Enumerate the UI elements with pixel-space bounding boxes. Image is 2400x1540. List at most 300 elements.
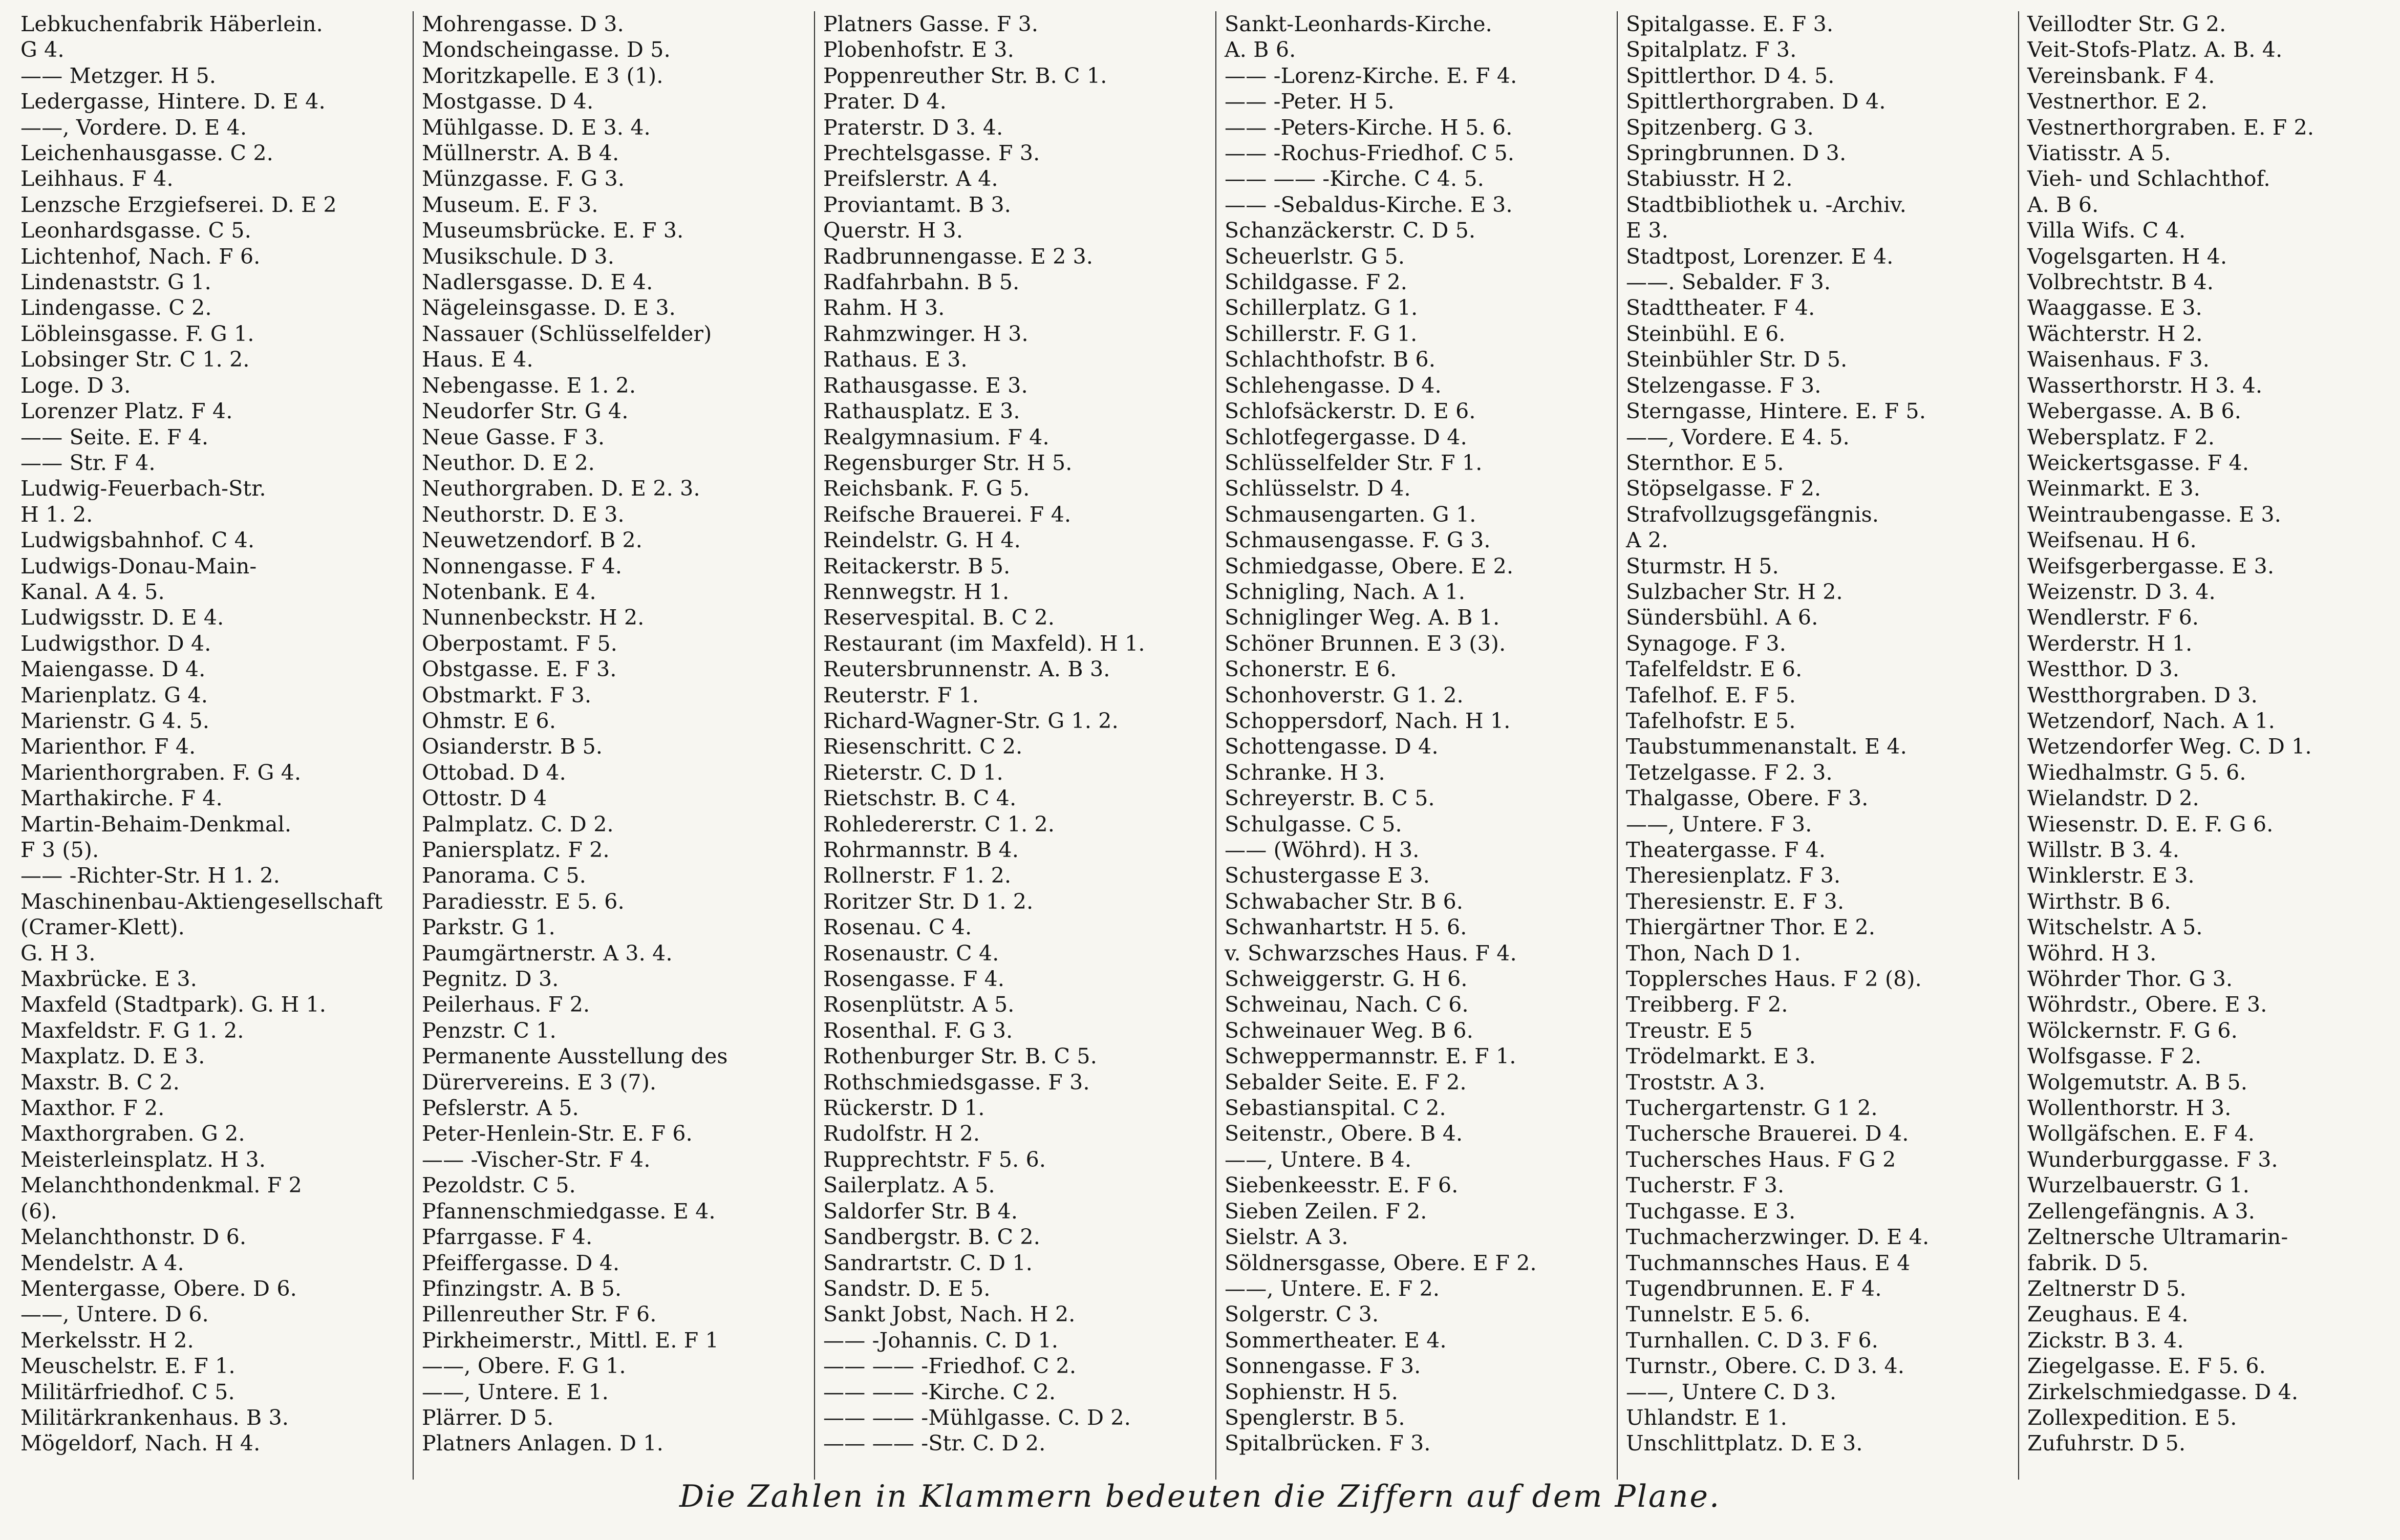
index-entry: Tafelhof. E. F 5. xyxy=(1626,682,1796,708)
index-entry: Taubstummenanstalt. E 4. xyxy=(1626,734,1907,759)
index-entry: Witschelstr. A 5. xyxy=(2027,915,2203,940)
index-entry: Sebastianspital. C 2. xyxy=(1225,1096,1446,1121)
index-entry: Tuchmannsches Haus. E 4 xyxy=(1626,1250,1911,1275)
index-entry: Wielandstr. D 2. xyxy=(2027,786,2199,811)
index-entry: Marienthorgraben. F. G 4. xyxy=(20,760,302,785)
footnote: Die Zahlen in Klammern bedeuten die Ziffern auf dem Plane. xyxy=(679,1479,1721,1514)
index-entry: —— —— -Mühlgasse. C. D 2. xyxy=(823,1405,1131,1430)
index-entry: Rosengasse. F 4. xyxy=(823,967,1005,992)
index-entry: Sandbergstr. B. C 2. xyxy=(823,1225,1040,1250)
index-entry: Schustergasse E 3. xyxy=(1225,863,1430,888)
index-entry: Westthor. D 3. xyxy=(2027,657,2180,682)
index-entry: Maschinenbau-Aktiengesellschaft (Cramer-Klett). xyxy=(20,889,383,940)
index-entry: Rosenthal. F. G 3. xyxy=(823,1018,1013,1043)
index-entry: ——, Untere. D 6. xyxy=(20,1302,209,1327)
index-entry: Zickstr. B 3. 4. xyxy=(2027,1328,2184,1353)
index-entry: Zeltnersche Ultramarin- xyxy=(2027,1225,2288,1250)
index-entry: Zollexpedition. E 5. xyxy=(2027,1405,2237,1430)
index-entry: Viatisstr. A 5. xyxy=(2027,141,2171,166)
index-entry: Schweppermannstr. E. F 1. xyxy=(1225,1044,1516,1069)
index-entry: Rupprechtstr. F 5. 6. xyxy=(823,1147,1046,1172)
index-entry: Scheuerlstr. G 5. xyxy=(1225,244,1405,269)
street-index-columns xyxy=(12,11,2388,1480)
index-entry: H 1. 2. xyxy=(20,502,93,527)
index-entry: Spitalplatz. F 3. xyxy=(1626,37,1797,62)
index-entry: Wolgemutstr. A. B 5. xyxy=(2027,1070,2248,1095)
index-entry: Wollenthorstr. H 3. xyxy=(2027,1096,2232,1121)
index-column-1 xyxy=(12,11,414,1480)
index-entry: Söldnersgasse, Obere. E F 2. xyxy=(1225,1250,1537,1275)
index-entry: Schlüsselstr. D 4. xyxy=(1225,476,1411,501)
index-entry: ——, Obere. F. G 1. xyxy=(422,1354,626,1379)
index-entry: Spitalgasse. E. F 3. xyxy=(1626,12,1834,36)
index-entry: Rückerstr. D 1. xyxy=(823,1096,985,1121)
index-entry: Maxfeldstr. F. G 1. 2. xyxy=(20,1018,244,1043)
index-entry: Museumsbrücke. E. F 3. xyxy=(422,218,684,243)
index-entry: Peter-Henlein-Str. E. F 6. xyxy=(422,1121,693,1146)
index-entry: Wöhrder Thor. G 3. xyxy=(2027,967,2233,992)
index-entry: Rathausgasse. E 3. xyxy=(823,373,1028,398)
index-entry: Willstr. B 3. 4. xyxy=(2027,838,2180,862)
index-entry: Lenzsche Erzgiefserei. D. E 2 xyxy=(20,192,337,217)
index-entry: Wöhrdstr., Obere. E 3. xyxy=(2027,992,2267,1017)
index-entry: Wurzelbauerstr. G 1. xyxy=(2027,1173,2249,1198)
index-entry: —— Seite. E. F 4. xyxy=(20,424,209,450)
index-entry: Sterngasse, Hintere. E. F 5. xyxy=(1626,399,1926,424)
index-entry: Westthorgraben. D 3. xyxy=(2027,682,2258,708)
index-entry: Schreyerstr. B. C 5. xyxy=(1225,786,1435,811)
index-entry: Reuterstr. F 1. xyxy=(823,682,979,708)
index-entry: Rosenau. C 4. xyxy=(823,915,972,940)
index-entry: Meuschelstr. E. F 1. xyxy=(20,1354,235,1379)
index-entry: Platners Gasse. F 3. xyxy=(823,12,1039,36)
index-entry: Obstgasse. E. F 3. xyxy=(422,657,617,682)
index-entry: Rothschmiedsgasse. F 3. xyxy=(823,1070,1090,1095)
index-entry: Leihhaus. F 4. xyxy=(20,166,174,191)
index-entry: Tuchersche Brauerei. D 4. xyxy=(1626,1121,1909,1146)
index-entry: Rathaus. E 3. xyxy=(823,347,968,372)
index-entry: Proviantamt. B 3. xyxy=(823,192,1012,217)
index-entry: Rahmzwinger. H 3. xyxy=(823,321,1028,346)
index-entry: Theatergasse. F 4. xyxy=(1626,838,1826,862)
index-entry: Nonnengasse. F 4. xyxy=(422,553,623,579)
index-entry: Wetzendorf, Nach. A 1. xyxy=(2027,708,2276,733)
index-entry: Schmausengarten. G 1. xyxy=(1225,502,1476,527)
index-entry: Weifsenau. H 6. xyxy=(2027,528,2197,553)
index-entry: Wöhrd. H 3. xyxy=(2027,940,2157,966)
index-entry: Museum. E. F 3. xyxy=(422,192,598,217)
index-entry: Neuthor. D. E 2. xyxy=(422,450,595,475)
index-entry: Sündersbühl. A 6. xyxy=(1626,605,1818,630)
index-entry: Reichsbank. F. G 5. xyxy=(823,476,1030,501)
index-entry: Plobenhofstr. E 3. xyxy=(823,37,1014,62)
index-entry: Sommertheater. E 4. xyxy=(1225,1328,1447,1353)
index-entry: Ottostr. D 4 xyxy=(422,786,547,811)
index-entry: Strafvollzugsgefängnis. xyxy=(1626,502,1879,527)
index-entry: Permanente Ausstellung des xyxy=(422,1044,728,1069)
index-entry: Prater. D 4. xyxy=(823,89,947,114)
index-entry: Schmausengasse. F. G 3. xyxy=(1225,528,1491,553)
index-entry: E 3. xyxy=(1626,218,1668,243)
index-entry: Wiesenstr. D. E. F. G 6. xyxy=(2027,811,2274,837)
index-entry: Militärkrankenhaus. B 3. xyxy=(20,1405,289,1430)
index-entry: Ludwigsstr. D. E 4. xyxy=(20,605,224,630)
index-entry: Thalgasse, Obere. F 3. xyxy=(1626,786,1869,811)
index-entry: Lichtenhof, Nach. F 6. xyxy=(20,244,261,269)
index-entry: Pfannenschmiedgasse. E 4. xyxy=(422,1199,716,1224)
index-entry: Müllnerstr. A. B 4. xyxy=(422,141,619,166)
index-entry: Martin-Behaim-Denkmal. xyxy=(20,811,292,837)
index-entry: Rohrmannstr. B 4. xyxy=(823,838,1019,862)
index-entry: ——, Vordere. D. E 4. xyxy=(20,115,247,140)
index-entry: Pillenreuther Str. F 6. xyxy=(422,1302,657,1327)
index-entry: Turnhallen. C. D 3. F 6. xyxy=(1626,1328,1878,1353)
index-entry: Schillerstr. F. G 1. xyxy=(1225,321,1418,346)
index-entry: ——, Untere. F 3. xyxy=(1626,811,1812,837)
index-entry: Neudorfer Str. G 4. xyxy=(422,399,629,424)
index-entry: Solgerstr. C 3. xyxy=(1225,1302,1379,1327)
index-entry: Trödelmarkt. E 3. xyxy=(1626,1044,1816,1069)
index-entry: Schillerplatz. G 1. xyxy=(1225,295,1418,320)
index-entry: Mögeldorf, Nach. H 4. xyxy=(20,1431,261,1456)
index-column-4 xyxy=(1216,11,1618,1480)
index-entry: Wiedhalmstr. G 5. 6. xyxy=(2027,760,2246,785)
index-entry: Pfarrgasse. F 4. xyxy=(422,1225,593,1250)
index-entry: Radfahrbahn. B 5. xyxy=(823,270,1020,295)
index-entry: Thiergärtner Thor. E 2. xyxy=(1626,915,1876,940)
index-entry: Lindengasse. C 2. xyxy=(20,295,212,320)
index-entry: Seitenstr., Obere. B 4. xyxy=(1225,1121,1463,1146)
index-entry: Maiengasse. D 4. xyxy=(20,657,206,682)
index-entry: Schweiggerstr. G. H 6. xyxy=(1225,967,1468,992)
index-entry: Nassauer (Schlüsselfelder) xyxy=(422,321,712,346)
index-entry: Schlehengasse. D 4. xyxy=(1225,373,1442,398)
index-entry: Schlachthofstr. B 6. xyxy=(1225,347,1436,372)
index-entry: Lebkuchenfabrik Häberlein. xyxy=(20,12,323,36)
index-entry: Schnigling, Nach. A 1. xyxy=(1225,579,1466,604)
index-entry: Marthakirche. F 4. xyxy=(20,786,223,811)
index-entry: Saldorfer Str. B 4. xyxy=(823,1199,1018,1224)
index-entry: Ludwigs-Donau-Main- xyxy=(20,553,257,579)
index-entry: Sailerplatz. A 5. xyxy=(823,1173,995,1198)
index-entry: Ludwigsthor. D 4. xyxy=(20,631,211,656)
index-entry: Rosenaustr. C 4. xyxy=(823,940,999,966)
index-entry: Paniersplatz. F 2. xyxy=(422,838,610,862)
index-entry: Sophienstr. H 5. xyxy=(1225,1379,1398,1404)
index-entry: Tugendbrunnen. E. F 4. xyxy=(1626,1276,1882,1301)
index-entry: Neuthorgraben. D. E 2. 3. xyxy=(422,476,700,501)
index-entry: Waaggasse. E 3. xyxy=(2027,295,2202,320)
index-entry: Richard-Wagner-Str. G 1. 2. xyxy=(823,708,1119,733)
index-entry: Villa Wifs. C 4. xyxy=(2027,218,2186,243)
index-entry: Werderstr. H 1. xyxy=(2027,631,2193,656)
index-entry: Stabiusstr. H 2. xyxy=(1626,166,1793,191)
index-entry: —— Str. F 4. xyxy=(20,450,156,475)
index-entry: Tuchgasse. E 3. xyxy=(1626,1199,1796,1224)
index-entry: —— -Rochus-Friedhof. C 5. xyxy=(1225,141,1515,166)
index-entry: Marienthor. F 4. xyxy=(20,734,196,759)
index-entry: Zeughaus. E 4. xyxy=(2027,1302,2189,1327)
index-entry: Paumgärtnerstr. A 3. 4. xyxy=(422,940,673,966)
index-entry: Mostgasse. D 4. xyxy=(422,89,594,114)
index-entry: Ludwig-Feuerbach-Str. xyxy=(20,476,266,501)
index-entry: Schonhoverstr. G 1. 2. xyxy=(1225,682,1464,708)
index-entry: Radbrunnengasse. E 2 3. xyxy=(823,244,1094,269)
index-entry: Haus. E 4. xyxy=(422,347,533,372)
index-entry: Schweinauer Weg. B 6. xyxy=(1225,1018,1473,1043)
index-entry: Moritzkapelle. E 3 (1). xyxy=(422,63,663,88)
index-entry: Wächterstr. H 2. xyxy=(2027,321,2203,346)
index-entry: Maxthorgraben. G 2. xyxy=(20,1121,245,1146)
index-entry: Maxplatz. D. E 3. xyxy=(20,1044,205,1069)
index-entry: Steinbühl. E 6. xyxy=(1626,321,1786,346)
index-entry: Dürervereins. E 3 (7). xyxy=(422,1070,657,1095)
index-entry: Ledergasse, Hintere. D. E 4. xyxy=(20,89,326,114)
index-entry: Paradiesstr. E 5. 6. xyxy=(422,889,625,914)
index-entry: Neuthorstr. D. E 3. xyxy=(422,502,625,527)
index-entry: Stadtbibliothek u. -Archiv. xyxy=(1626,192,1907,217)
index-entry: Sandrartstr. C. D 1. xyxy=(823,1250,1033,1275)
index-entry: Schniglinger Weg. A. B 1. xyxy=(1225,605,1500,630)
index-entry: —— —— -Friedhof. C 2. xyxy=(823,1354,1077,1379)
index-entry: —— —— -Kirche. C 2. xyxy=(823,1379,1056,1404)
index-entry: Ottobad. D 4. xyxy=(422,760,566,785)
index-entry: Schöner Brunnen. E 3 (3). xyxy=(1225,631,1506,656)
index-entry: Zellengefängnis. A 3. xyxy=(2027,1199,2256,1224)
index-entry: Theresienplatz. F 3. xyxy=(1626,863,1841,888)
index-entry: Schweinau, Nach. C 6. xyxy=(1225,992,1469,1017)
index-entry: Wasserthorstr. H 3. 4. xyxy=(2027,373,2263,398)
index-entry: Realgymnasium. F 4. xyxy=(823,424,1049,450)
index-entry: Schanzäckerstr. C. D 5. xyxy=(1225,218,1476,243)
index-entry: Restaurant (im Maxfeld). H 1. xyxy=(823,631,1145,656)
index-entry: Tetzelgasse. F 2. 3. xyxy=(1626,760,1833,785)
index-entry: Lobsinger Str. C 1. 2. xyxy=(20,347,250,372)
index-entry: Weifsgerbergasse. E 3. xyxy=(2027,553,2275,579)
index-entry: Platners Anlagen. D 1. xyxy=(422,1431,663,1456)
index-entry: Mentergasse, Obere. D 6. xyxy=(20,1276,297,1301)
index-entry: Treibberg. F 2. xyxy=(1626,992,1788,1017)
index-entry: Schwabacher Str. B 6. xyxy=(1225,889,1464,914)
index-entry: Vestnerthor. E 2. xyxy=(2027,89,2208,114)
index-entry: Poppenreuther Str. B. C 1. xyxy=(823,63,1107,88)
index-entry: Reutersbrunnenstr. A. B 3. xyxy=(823,657,1110,682)
index-entry: —— -Richter-Str. H 1. 2. xyxy=(20,863,281,888)
index-entry: Parkstr. G 1. xyxy=(422,915,555,940)
index-entry: Webergasse. A. B 6. xyxy=(2027,399,2242,424)
index-column-5 xyxy=(1618,11,2019,1480)
index-column-3 xyxy=(815,11,1216,1480)
index-entry: Leichenhausgasse. C 2. xyxy=(20,141,273,166)
index-entry: Weizenstr. D 3. 4. xyxy=(2027,579,2216,604)
index-entry: Spittlerthorgraben. D 4. xyxy=(1626,89,1886,114)
index-entry: Regensburger Str. H 5. xyxy=(823,450,1073,475)
index-entry: Schlotfegergasse. D 4. xyxy=(1225,424,1467,450)
index-entry: Neue Gasse. F 3. xyxy=(422,424,605,450)
index-entry: Nunnenbeckstr. H 2. xyxy=(422,605,645,630)
index-entry: G 4. xyxy=(20,37,65,62)
index-entry: —— Metzger. H 5. xyxy=(20,63,217,88)
index-entry: Topplersches Haus. F 2 (8). xyxy=(1626,967,1922,992)
index-entry: Rietschstr. B. C 4. xyxy=(823,786,1017,811)
index-entry: Sebalder Seite. E. F 2. xyxy=(1225,1070,1467,1095)
index-entry: Rosenplütstr. A 5. xyxy=(823,992,1015,1017)
index-entry: Weickertsgasse. F 4. xyxy=(2027,450,2249,475)
index-entry: Roritzer Str. D 1. 2. xyxy=(823,889,1034,914)
index-entry: Pfinzingstr. A. B 5. xyxy=(422,1276,622,1301)
index-entry: Pirkheimerstr., Mittl. E. F 1 xyxy=(422,1328,719,1353)
index-entry: Treustr. E 5 xyxy=(1626,1018,1753,1043)
index-entry: Reindelstr. G. H 4. xyxy=(823,528,1021,553)
index-entry: —— -Lorenz-Kirche. E. F 4. xyxy=(1225,63,1517,88)
index-entry: Spittlerthor. D 4. 5. xyxy=(1626,63,1835,88)
index-entry: Tuchmacherzwinger. D. E 4. xyxy=(1626,1225,1930,1250)
index-entry: Schottengasse. D 4. xyxy=(1225,734,1439,759)
index-entry: Löbleinsgasse. F. G 1. xyxy=(20,321,254,346)
index-entry: Wollgäfschen. E. F 4. xyxy=(2027,1121,2255,1146)
index-entry: Pegnitz. D 3. xyxy=(422,967,559,992)
index-entry: Maxfeld (Stadtpark). G. H 1. xyxy=(20,992,327,1017)
index-entry: Veillodter Str. G 2. xyxy=(2027,12,2226,36)
index-entry: Nebengasse. E 1. 2. xyxy=(422,373,636,398)
index-entry: Penzstr. C 1. xyxy=(422,1018,556,1043)
index-entry: Maxthor. F 2. xyxy=(20,1096,165,1121)
index-entry: Palmplatz. C. D 2. xyxy=(422,811,614,837)
index-entry: Panorama. C 5. xyxy=(422,863,587,888)
index-entry: Schildgasse. F 2. xyxy=(1225,270,1408,295)
index-entry: Reservespital. B. C 2. xyxy=(823,605,1055,630)
index-entry: Wölckernstr. F. G 6. xyxy=(2027,1018,2238,1043)
index-entry: Wirthstr. B 6. xyxy=(2027,889,2171,914)
index-entry: Obstmarkt. F 3. xyxy=(422,682,592,708)
index-entry: Zufuhrstr. D 5. xyxy=(2027,1431,2186,1456)
index-entry: A. B 6. xyxy=(1225,37,1296,62)
index-entry: ——, Vordere. E 4. 5. xyxy=(1626,424,1850,450)
index-entry: Tafelhofstr. E 5. xyxy=(1626,708,1796,733)
index-entry: Volbrechtstr. B 4. xyxy=(2027,270,2214,295)
index-entry: A 2. xyxy=(1626,528,1668,553)
index-entry: Lorenzer Platz. F 4. xyxy=(20,399,233,424)
index-entry: Rennwegstr. H 1. xyxy=(823,579,1010,604)
index-entry: Reitackerstr. B 5. xyxy=(823,553,1011,579)
index-entry: Ohmstr. E 6. xyxy=(422,708,556,733)
index-entry: Theresienstr. E. F 3. xyxy=(1626,889,1845,914)
index-entry: Nadlersgasse. D. E 4. xyxy=(422,270,653,295)
index-entry: Sternthor. E 5. xyxy=(1626,450,1784,475)
index-entry: Sturmstr. H 5. xyxy=(1626,553,1779,579)
index-entry: Stadttheater. F 4. xyxy=(1626,295,1815,320)
index-entry: v. Schwarzsches Haus. F 4. xyxy=(1225,940,1517,966)
index-entry: Pfeiffergasse. D 4. xyxy=(422,1250,620,1275)
index-entry: Winklerstr. E 3. xyxy=(2027,863,2195,888)
index-entry: Schlofsäckerstr. D. E 6. xyxy=(1225,399,1476,424)
index-entry: Preifslerstr. A 4. xyxy=(823,166,998,191)
index-entry: (6). xyxy=(20,1199,57,1224)
index-entry: Siebenkeesstr. E. F 6. xyxy=(1225,1173,1459,1198)
index-entry: Rathausplatz. E 3. xyxy=(823,399,1020,424)
index-entry: Tuchergartenstr. G 1 2. xyxy=(1626,1096,1878,1121)
index-entry: Münzgasse. F. G 3. xyxy=(422,166,625,191)
index-entry: Zeltnerstr D 5. xyxy=(2027,1276,2187,1301)
index-entry: Schulgasse. C 5. xyxy=(1225,811,1402,837)
index-entry: Pefslerstr. A 5. xyxy=(422,1096,579,1121)
index-entry: Notenbank. E 4. xyxy=(422,579,596,604)
index-entry: Tucherstr. F 3. xyxy=(1626,1173,1785,1198)
index-entry: Steinbühler Str. D 5. xyxy=(1626,347,1848,372)
index-entry: Weinmarkt. E 3. xyxy=(2027,476,2200,501)
index-entry: Schoppersdorf, Nach. H 1. xyxy=(1225,708,1511,733)
index-entry: Stadtpost, Lorenzer. E 4. xyxy=(1626,244,1894,269)
index-entry: Vieh- und Schlachthof. xyxy=(2027,166,2270,191)
index-entry: —— (Wöhrd). H 3. xyxy=(1225,838,1420,862)
index-entry: —— -Peter. H 5. xyxy=(1225,89,1395,114)
index-entry: Melanchthonstr. D 6. xyxy=(20,1225,247,1250)
index-entry: Schmiedgasse, Obere. E 2. xyxy=(1225,553,1514,579)
index-entry: A. B 6. xyxy=(2027,192,2099,217)
index-entry: Marienstr. G 4. 5. xyxy=(20,708,210,733)
index-entry: Thon, Nach D 1. xyxy=(1626,940,1801,966)
index-entry: ——, Untere C. D 3. xyxy=(1626,1379,1837,1404)
index-entry: Sandstr. D. E 5. xyxy=(823,1276,991,1301)
index-entry: Turnstr., Obere. C. D 3. 4. xyxy=(1626,1354,1905,1379)
index-entry: Ziegelgasse. E. F 5. 6. xyxy=(2027,1354,2266,1379)
index-entry: Webersplatz. F 2. xyxy=(2027,424,2215,450)
index-entry: Troststr. A 3. xyxy=(1626,1070,1766,1095)
index-entry: G. H 3. xyxy=(20,940,96,966)
index-entry: Riesenschritt. C 2. xyxy=(823,734,1023,759)
index-entry: Peilerhaus. F 2. xyxy=(422,992,590,1017)
index-column-2 xyxy=(414,11,815,1480)
index-entry: Spitalbrücken. F 3. xyxy=(1225,1431,1431,1456)
index-entry: Mendelstr. A 4. xyxy=(20,1250,184,1275)
index-entry: Sankt Jobst, Nach. H 2. xyxy=(823,1302,1076,1327)
index-entry: Querstr. H 3. xyxy=(823,218,963,243)
index-entry: Lindenaststr. G 1. xyxy=(20,270,211,295)
index-entry: fabrik. D 5. xyxy=(2027,1250,2149,1275)
index-entry: Tafelfeldstr. E 6. xyxy=(1626,657,1803,682)
index-entry: Spitzenberg. G 3. xyxy=(1626,115,1814,140)
index-entry: Mühlgasse. D. E 3. 4. xyxy=(422,115,651,140)
index-entry: Tunnelstr. E 5. 6. xyxy=(1626,1302,1811,1327)
index-entry: —— -Peters-Kirche. H 5. 6. xyxy=(1225,115,1513,140)
index-entry: Merkelsstr. H 2. xyxy=(20,1328,194,1353)
index-entry: Mondscheingasse. D 5. xyxy=(422,37,671,62)
index-entry: Schonerstr. E 6. xyxy=(1225,657,1397,682)
index-entry: Sonnengasse. F 3. xyxy=(1225,1354,1421,1379)
index-entry: ——, Untere. E 1. xyxy=(422,1379,609,1404)
index-entry: Schlüsselfelder Str. F 1. xyxy=(1225,450,1483,475)
index-entry: Sankt-Leonhards-Kirche. xyxy=(1225,12,1492,36)
index-entry: Nägeleinsgasse. D. E 3. xyxy=(422,295,676,320)
index-entry: Pezoldstr. C 5. xyxy=(422,1173,576,1198)
index-entry: ——, Untere. B 4. xyxy=(1225,1147,1412,1172)
index-entry: Uhlandstr. E 1. xyxy=(1626,1405,1787,1430)
index-entry: Schwanhartstr. H 5. 6. xyxy=(1225,915,1467,940)
index-entry: Vestnerthorgraben. E. F 2. xyxy=(2027,115,2315,140)
index-entry: ——, Untere. E. F 2. xyxy=(1225,1276,1440,1301)
index-entry: Vereinsbank. F 4. xyxy=(2027,63,2215,88)
index-entry: F 3 (5). xyxy=(20,838,99,862)
index-entry: Stelzengasse. F 3. xyxy=(1626,373,1822,398)
index-entry: Meisterleinsplatz. H 3. xyxy=(20,1147,266,1172)
index-entry: Maxstr. B. C 2. xyxy=(20,1070,180,1095)
index-entry: Rothenburger Str. B. C 5. xyxy=(823,1044,1097,1069)
index-entry: Ludwigsbahnhof. C 4. xyxy=(20,528,255,553)
index-entry: Wunderburggasse. F 3. xyxy=(2027,1147,2278,1172)
index-entry: Neuwetzendorf. B 2. xyxy=(422,528,643,553)
index-entry: —— -Sebaldus-Kirche. E 3. xyxy=(1225,192,1513,217)
index-entry: Mohrengasse. D 3. xyxy=(422,12,624,36)
